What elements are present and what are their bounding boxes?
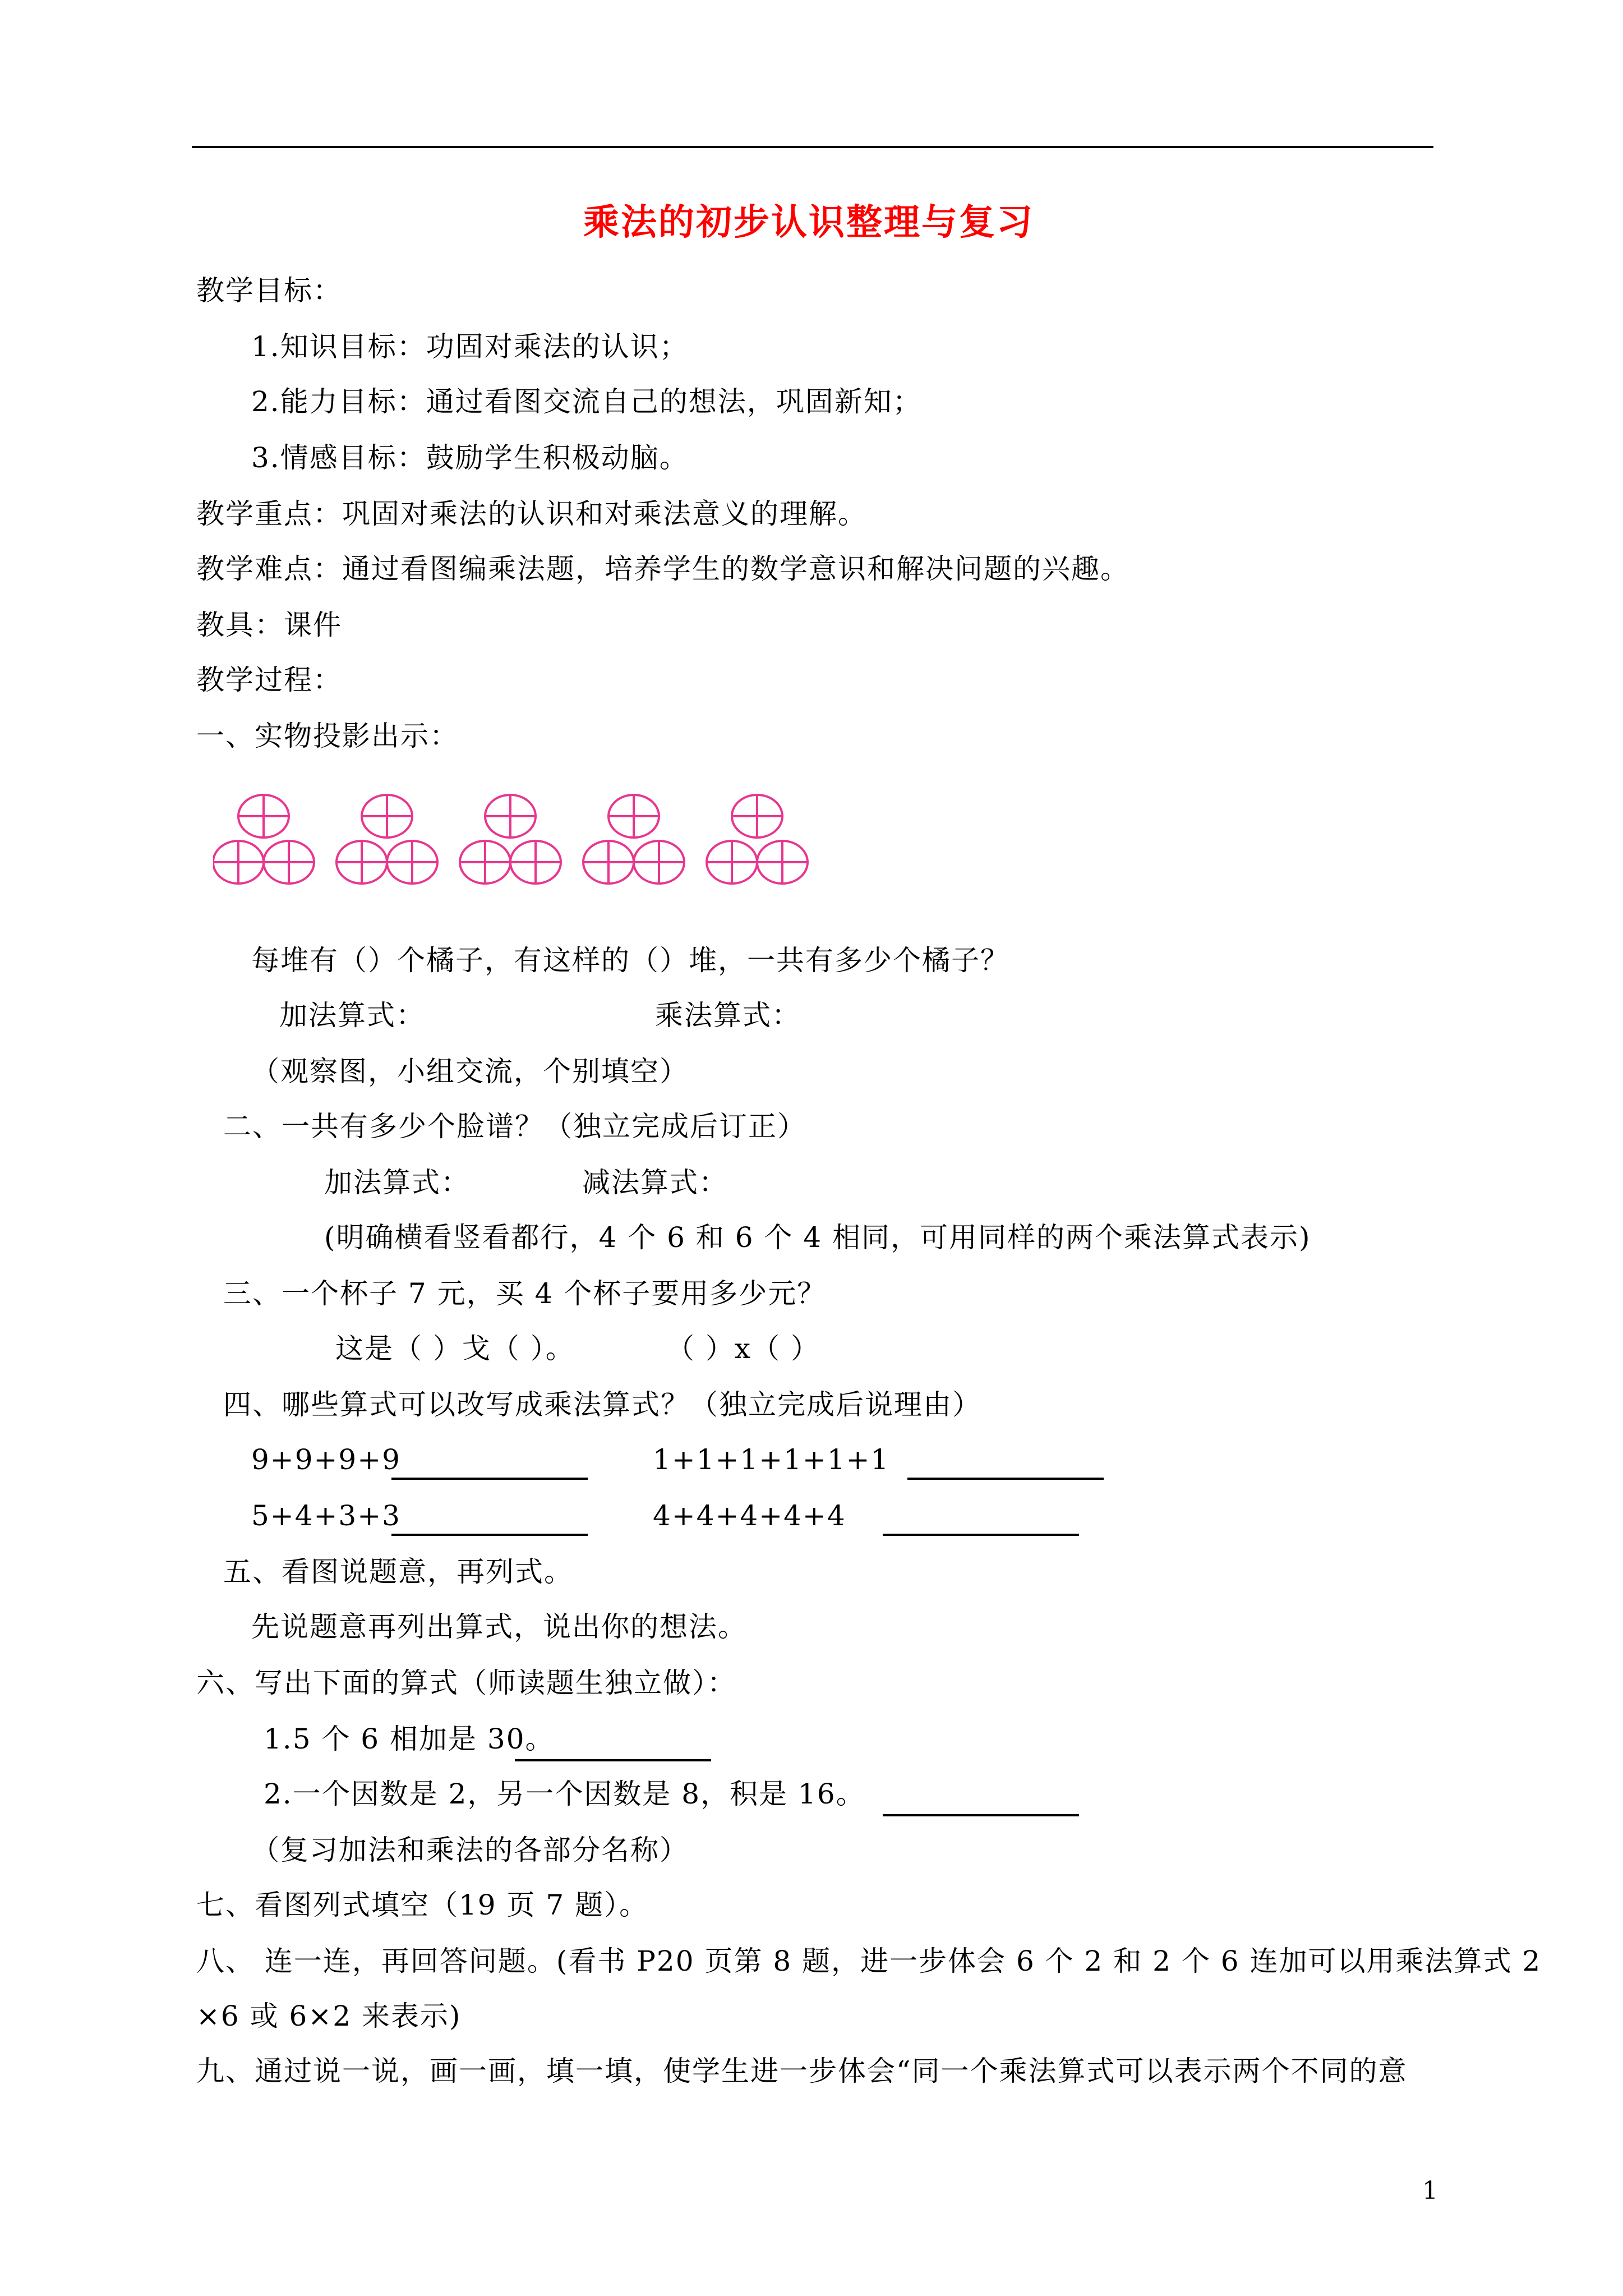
section-three-formula: （ ）x（ ）	[666, 1332, 820, 1365]
orange-icon	[608, 795, 659, 838]
orange-icon	[510, 841, 561, 884]
orange-pile	[213, 795, 314, 884]
orange-pile	[707, 795, 808, 884]
section-eight-line-1: 八、 连一连，再回答问题。(看书 P20 页第 8 题，进一步体会 6 个 2 和 2 个 6 连加可以用乘法算式 2	[196, 1945, 1542, 1977]
section-three-fill-text: 这是（ ）戈（ ）。	[335, 1332, 575, 1365]
expression-1: 9+9+9+9	[251, 1443, 401, 1476]
orange-icon	[583, 841, 634, 884]
orange-icon	[238, 795, 289, 838]
orange-icon	[757, 841, 808, 884]
orange-icon	[634, 841, 684, 884]
section-seven-heading: 七、看图列式填空（19 页 7 题）。	[196, 1889, 649, 1921]
section-six-heading: 六、写出下面的算式（师读题生独立做）：	[196, 1667, 736, 1699]
answer-blank-1[interactable]	[391, 1478, 588, 1480]
section-five-instruction: 先说题意再列出算式，说出你的想法。	[251, 1611, 747, 1643]
objective-emotion: 3.情感目标：鼓励学生积极动脑。	[251, 441, 689, 474]
answer-blank-4[interactable]	[883, 1534, 1079, 1536]
orange-icon	[213, 841, 264, 884]
orange-pile	[336, 795, 437, 884]
orange-icon	[264, 841, 314, 884]
section-six-item-2: 2.一个因数是 2，另一个因数是 8，积是 16。	[264, 1778, 865, 1810]
oranges-question: 每堆有（）个橘子，有这样的（）堆，一共有多少个橘子？	[251, 944, 1009, 977]
answer-blank-3[interactable]	[391, 1534, 588, 1536]
objective-knowledge: 1.知识目标：功固对乘法的认识；	[251, 330, 689, 363]
orange-piles-figure	[213, 785, 830, 909]
expression-3: 5+4+3+3	[251, 1499, 401, 1532]
answer-blank-6[interactable]	[883, 1814, 1079, 1816]
section-three-heading: 三、一个杯子 7 元，买 4 个杯子要用多少元？	[223, 1277, 827, 1310]
page-title: 乘法的初步认识整理与复习	[583, 201, 1034, 243]
section-six-note: （复习加法和乘法的各部分名称）	[251, 1834, 689, 1866]
orange-icon	[707, 841, 757, 884]
section-nine-line-1: 九、通过说一说，画一画，填一填，使学生进一步体会“同一个乘法算式可以表示两个不同的意	[196, 2055, 1408, 2087]
expression-4: 4+4+4+4+4	[653, 1499, 846, 1532]
section-objectives: 教学目标：	[196, 274, 342, 307]
orange-pile	[583, 795, 684, 884]
section-one-heading: 一、实物投影出示：	[196, 720, 459, 752]
orange-pile	[460, 795, 561, 884]
orange-icon	[460, 841, 510, 884]
addition-formula-label-1: 加法算式：	[279, 999, 425, 1032]
addition-formula-label-2: 加法算式：	[324, 1166, 470, 1199]
subtraction-formula-label: 减法算式：	[582, 1166, 728, 1199]
answer-blank-5[interactable]	[515, 1759, 711, 1761]
orange-icon	[485, 795, 536, 838]
orange-icon	[336, 841, 387, 884]
section-five-heading: 五、看图说题意，再列式。	[223, 1556, 573, 1588]
teaching-process: 教学过程：	[196, 664, 342, 696]
orange-icon	[732, 795, 782, 838]
teaching-focus: 教学重点：巩固对乘法的认识和对乘法意义的理解。	[196, 498, 867, 530]
section-six-item-1: 1.5 个 6 相加是 30。	[264, 1723, 555, 1755]
orange-icon	[387, 841, 437, 884]
section-four-heading: 四、哪些算式可以改写成乘法算式？（独立完成后说理由）	[223, 1388, 981, 1421]
expression-2: 1+1+1+1+1+1	[653, 1443, 890, 1476]
answer-blank-2[interactable]	[907, 1478, 1104, 1480]
observe-note: （观察图，小组交流，个别填空）	[251, 1055, 689, 1088]
section-eight-line-2: ×6 或 6×2 来表示)	[196, 2000, 462, 2032]
page-number: 1	[1422, 2177, 1438, 2205]
multiplication-formula-label-1: 乘法算式：	[655, 999, 801, 1032]
teaching-difficulty: 教学难点：通过看图编乘法题，培养学生的数学意识和解决问题的兴趣。	[196, 553, 1129, 585]
section-two-heading: 二、一共有多少个脸谱？（独立完成后订正）	[223, 1110, 806, 1143]
teaching-aids: 教具：课件	[196, 609, 342, 641]
section-two-note: (明确横看竖看都行，4 个 6 和 6 个 4 相同，可用同样的两个乘法算式表示)	[324, 1221, 1311, 1254]
orange-icon	[362, 795, 412, 838]
header-rule	[192, 146, 1433, 148]
objective-ability: 2.能力目标：通过看图交流自己的想法，巩固新知；	[251, 385, 922, 418]
